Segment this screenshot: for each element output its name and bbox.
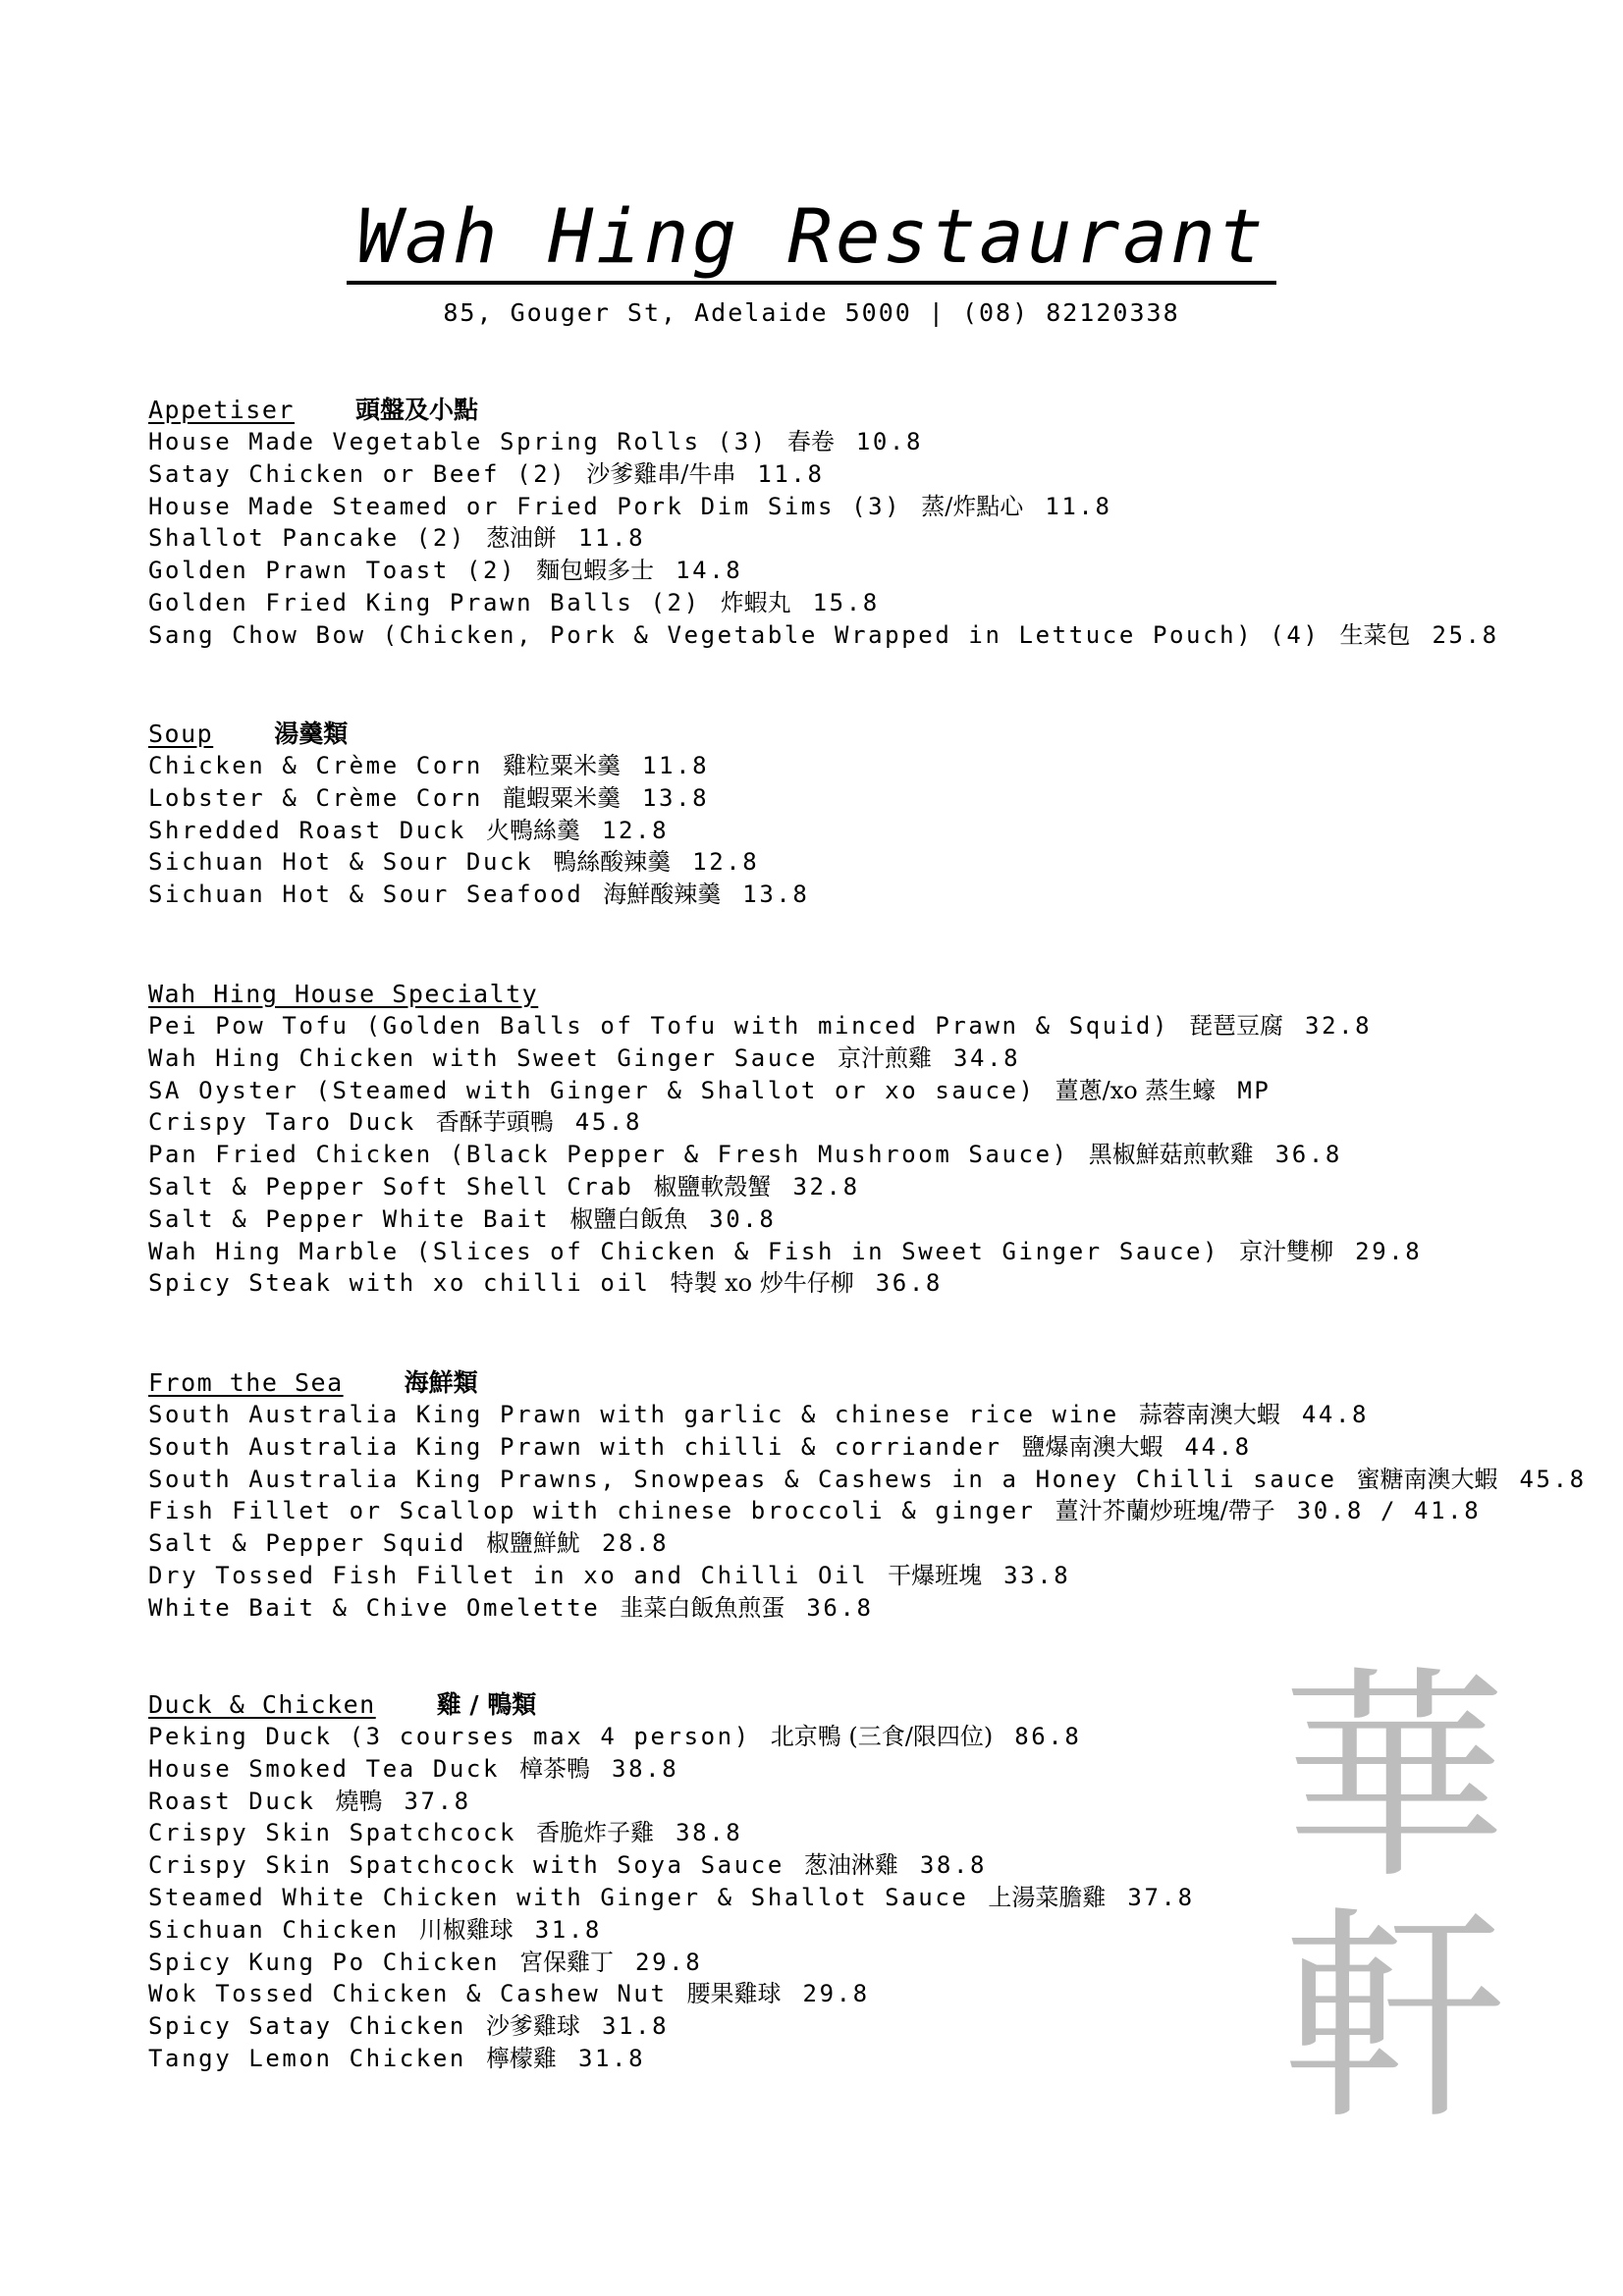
item-price: 45.8 bbox=[1519, 1465, 1587, 1493]
item-price: 12.8 bbox=[692, 848, 760, 877]
item-name: Crispy Skin Spatchcock bbox=[148, 1819, 517, 1847]
menu-item bbox=[148, 1042, 1523, 1075]
item-name: Salt & Pepper White Bait bbox=[148, 1204, 551, 1233]
menu-item bbox=[148, 458, 1523, 491]
item-name-zh: 蜜糖南澳大蝦 bbox=[1356, 1465, 1498, 1493]
item-name-zh: 火鴨絲羹 bbox=[485, 816, 580, 844]
item-name: Fish Fillet or Scallop with chinese broccoli & ginger bbox=[148, 1497, 1036, 1525]
item-name-zh: 韭菜白飯魚煎蛋 bbox=[620, 1593, 785, 1622]
menu-item bbox=[148, 846, 1523, 879]
item-name: Golden Prawn Toast (2) bbox=[148, 557, 517, 585]
section-appetiser bbox=[148, 394, 1523, 652]
item-name-zh: 炸蝦丸 bbox=[720, 588, 791, 616]
section-title-en: From the Sea bbox=[148, 1368, 344, 1397]
item-price: 44.8 bbox=[1301, 1401, 1370, 1428]
section-title-zh: 雞 / 鴨類 bbox=[436, 1690, 537, 1719]
item-name-zh: 燒鴨 bbox=[335, 1787, 383, 1815]
item-price: 32.8 bbox=[792, 1172, 860, 1201]
item-name-zh: 京汁煎雞 bbox=[837, 1043, 932, 1072]
menu-item bbox=[148, 750, 1523, 782]
section-title-en: Duck & Chicken bbox=[148, 1690, 376, 1719]
section-heading bbox=[148, 718, 1523, 750]
item-price: 38.8 bbox=[676, 1819, 743, 1847]
item-price: 12.8 bbox=[601, 816, 670, 844]
item-name: White Bait & Chive Omelette bbox=[148, 1593, 601, 1622]
item-name-zh: 椒鹽白飯魚 bbox=[569, 1204, 688, 1233]
item-name-zh: 香酥芋頭鴨 bbox=[435, 1108, 554, 1137]
item-price: 11.8 bbox=[577, 524, 646, 553]
item-name-zh: 黑椒鮮菇煎軟雞 bbox=[1088, 1141, 1254, 1169]
section-title-en: Soup bbox=[148, 720, 214, 748]
item-name: South Australia King Prawn with chilli & corriander bbox=[148, 1432, 1002, 1461]
item-name: Sichuan Hot & Sour Duck bbox=[148, 848, 534, 877]
item-name: Satay Chicken or Beef (2) bbox=[148, 459, 568, 488]
item-price: MP bbox=[1237, 1076, 1271, 1104]
item-name-zh: 京汁雙柳 bbox=[1239, 1237, 1334, 1265]
item-name-zh: 雞粒粟米羹 bbox=[502, 752, 621, 779]
item-price: 31.8 bbox=[577, 2044, 646, 2072]
menu-item bbox=[148, 619, 1523, 652]
menu-item bbox=[148, 1431, 1523, 1464]
item-price: 30.8 bbox=[709, 1204, 777, 1233]
item-name: House Made Steamed or Fried Pork Dim Sims (3) bbox=[148, 492, 902, 520]
item-price: 29.8 bbox=[802, 1980, 870, 2008]
chinese-calligraphy-watermark bbox=[1267, 1648, 1522, 2151]
item-name-zh: 宮保雞丁 bbox=[519, 1948, 615, 1976]
section-title-zh: 頭盤及小點 bbox=[354, 396, 478, 424]
item-name-zh: 沙爹雞串/牛串 bbox=[586, 459, 736, 488]
item-name: Sichuan Hot & Sour Seafood bbox=[148, 881, 584, 909]
item-name: Golden Fried King Prawn Balls (2) bbox=[148, 588, 701, 616]
watermark-char-2: 軒 bbox=[1280, 1889, 1507, 2151]
item-name: Roast Duck bbox=[148, 1787, 316, 1815]
item-name: Pei Pow Tofu (Golden Balls of Tofu with minced Prawn & Squid) bbox=[148, 1012, 1170, 1040]
item-price: 33.8 bbox=[1003, 1561, 1071, 1589]
item-name-zh: 椒鹽鮮魷 bbox=[485, 1529, 580, 1558]
menu-item bbox=[148, 491, 1523, 523]
section-title-zh: 海鮮類 bbox=[404, 1368, 478, 1397]
item-price: 30.8 / 41.8 bbox=[1296, 1497, 1482, 1525]
section-house-specialty bbox=[148, 978, 1523, 1300]
item-name: House Smoked Tea Duck bbox=[148, 1754, 501, 1783]
item-name: Lobster & Crème Corn bbox=[148, 783, 483, 812]
item-name-zh: 海鮮酸辣羹 bbox=[603, 881, 722, 909]
menu-item bbox=[148, 1010, 1523, 1042]
item-name: Spicy Steak with xo chilli oil bbox=[148, 1269, 651, 1298]
item-name-zh: 鴨絲酸辣羹 bbox=[553, 848, 672, 877]
item-name: Wok Tossed Chicken & Cashew Nut bbox=[148, 1980, 668, 2008]
menu-item bbox=[148, 815, 1523, 847]
item-name-zh: 樟茶鴨 bbox=[519, 1754, 591, 1783]
item-name-zh: 椒鹽軟殼蟹 bbox=[653, 1172, 772, 1201]
item-name: Salt & Pepper Squid bbox=[148, 1529, 466, 1558]
item-price: 34.8 bbox=[952, 1043, 1021, 1072]
section-heading bbox=[148, 394, 1523, 426]
section-from-the-sea bbox=[148, 1366, 1587, 1625]
item-name-zh: 葱油淋雞 bbox=[803, 1851, 898, 1880]
menu-item bbox=[148, 1527, 1523, 1560]
item-price: 28.8 bbox=[601, 1529, 670, 1558]
item-price: 36.8 bbox=[806, 1593, 874, 1622]
menu-item bbox=[148, 1106, 1523, 1139]
menu-item bbox=[148, 879, 1523, 911]
menu-item bbox=[148, 782, 1523, 815]
item-name-zh: 川椒雞球 bbox=[418, 1915, 514, 1944]
menu-item bbox=[148, 555, 1523, 587]
item-name-zh: 薑蔥/xo 蒸生蠔 bbox=[1055, 1076, 1217, 1104]
item-price: 86.8 bbox=[1014, 1723, 1082, 1750]
menu-item bbox=[148, 1267, 1523, 1300]
menu-item bbox=[148, 522, 1523, 555]
item-name-zh: 檸檬雞 bbox=[485, 2044, 557, 2072]
section-heading bbox=[148, 978, 1523, 1010]
item-name: South Australia King Prawn with garlic & chinese rice wine bbox=[148, 1401, 1119, 1428]
menu-item bbox=[148, 1236, 1523, 1268]
item-price: 11.8 bbox=[641, 752, 710, 779]
item-price: 10.8 bbox=[855, 428, 924, 455]
item-price: 38.8 bbox=[919, 1851, 988, 1880]
menu-item bbox=[148, 587, 1523, 619]
item-price: 32.8 bbox=[1305, 1012, 1373, 1040]
item-name-zh: 香脆炸子雞 bbox=[536, 1819, 655, 1847]
item-price: 25.8 bbox=[1432, 620, 1499, 649]
menu-item bbox=[148, 1560, 1523, 1592]
item-price: 15.8 bbox=[812, 588, 880, 616]
item-price: 36.8 bbox=[875, 1269, 943, 1298]
item-name-zh: 特製 xo 炒牛仔柳 bbox=[670, 1269, 854, 1298]
item-price: 31.8 bbox=[534, 1915, 602, 1944]
item-name: SA Oyster (Steamed with Ginger & Shallot or xo sauce) bbox=[148, 1076, 1036, 1104]
menu-item bbox=[148, 1399, 1523, 1431]
item-name: Tangy Lemon Chicken bbox=[148, 2044, 466, 2072]
restaurant-address: 85, Gouger St, Adelaide 5000 | (08) 82120338 bbox=[443, 298, 1180, 327]
item-name: House Made Vegetable Spring Rolls (3) bbox=[148, 428, 768, 455]
item-name: Dry Tossed Fish Fillet in xo and Chilli Oil bbox=[148, 1561, 869, 1589]
item-price: 29.8 bbox=[1355, 1237, 1423, 1265]
item-name: Spicy Satay Chicken bbox=[148, 2012, 466, 2041]
item-name-zh: 蒜蓉南澳大蝦 bbox=[1138, 1401, 1280, 1428]
item-price: 13.8 bbox=[641, 783, 710, 812]
section-soup bbox=[148, 718, 1523, 911]
item-name: Steamed White Chicken with Ginger & Shallot Sauce bbox=[148, 1883, 969, 1911]
item-name: Wah Hing Marble (Slices of Chicken & Fish in Sweet Ginger Sauce) bbox=[148, 1237, 1220, 1265]
item-name: Crispy Taro Duck bbox=[148, 1108, 416, 1137]
section-title-zh: 湯羹類 bbox=[274, 720, 349, 748]
item-name-zh: 上湯菜膽雞 bbox=[988, 1883, 1107, 1911]
item-name-zh: 鹽爆南澳大蝦 bbox=[1021, 1432, 1163, 1461]
section-title-en: Appetiser bbox=[148, 396, 295, 424]
menu-item bbox=[148, 1464, 1587, 1496]
menu-item bbox=[148, 1203, 1523, 1236]
item-name: Chicken & Crème Corn bbox=[148, 752, 483, 779]
item-price: 45.8 bbox=[574, 1108, 642, 1137]
item-name: Spicy Kung Po Chicken bbox=[148, 1948, 501, 1976]
item-name-zh: 龍蝦粟米羹 bbox=[502, 783, 621, 812]
menu-item bbox=[148, 1495, 1523, 1527]
item-name-zh: 干爆班塊 bbox=[888, 1561, 983, 1589]
item-name: Sichuan Chicken bbox=[148, 1915, 400, 1944]
item-name-zh: 北京鴨 (三食/限四位) bbox=[770, 1723, 994, 1750]
item-price: 38.8 bbox=[612, 1754, 679, 1783]
item-price: 13.8 bbox=[742, 881, 810, 909]
menu-item bbox=[148, 1592, 1523, 1625]
item-name: Wah Hing Chicken with Sweet Ginger Sauce bbox=[148, 1043, 818, 1072]
item-price: 37.8 bbox=[1127, 1883, 1195, 1911]
item-name-zh: 生菜包 bbox=[1339, 620, 1411, 649]
item-name: Salt & Pepper Soft Shell Crab bbox=[148, 1172, 634, 1201]
item-name-zh: 腰果雞球 bbox=[686, 1980, 782, 2008]
header bbox=[0, 192, 1623, 327]
item-name: South Australia King Prawns, Snowpeas & Cashews in a Honey Chilli sauce bbox=[148, 1465, 1337, 1493]
item-price: 29.8 bbox=[635, 1948, 703, 1976]
watermark-char-1: 華 bbox=[1280, 1648, 1507, 1910]
item-name: Crispy Skin Spatchcock with Soya Sauce bbox=[148, 1851, 784, 1880]
item-price: 37.8 bbox=[404, 1787, 471, 1815]
menu-item bbox=[148, 1171, 1523, 1203]
section-title-en: Wah Hing House Specialty bbox=[148, 980, 539, 1008]
item-price: 11.8 bbox=[1045, 492, 1112, 520]
item-name-zh: 葱油餅 bbox=[485, 524, 557, 553]
item-name-zh: 麵包蝦多士 bbox=[536, 557, 655, 585]
item-name-zh: 春卷 bbox=[786, 428, 835, 455]
menu-item bbox=[148, 426, 1523, 458]
section-heading bbox=[148, 1366, 1523, 1399]
item-name: Sang Chow Bow (Chicken, Pork & Vegetable Wrapped in Lettuce Pouch) (4) bbox=[148, 620, 1321, 649]
item-name-zh: 琵琶豆腐 bbox=[1189, 1012, 1284, 1040]
item-price: 44.8 bbox=[1184, 1432, 1252, 1461]
item-name-zh: 薑汁芥蘭炒班塊/帶子 bbox=[1055, 1497, 1275, 1525]
menu-item bbox=[148, 1075, 1523, 1107]
item-name: Shredded Roast Duck bbox=[148, 816, 466, 844]
menu-item bbox=[148, 1139, 1523, 1171]
item-price: 31.8 bbox=[601, 2012, 670, 2041]
item-price: 14.8 bbox=[676, 557, 743, 585]
item-name-zh: 蒸/炸點心 bbox=[921, 492, 1024, 520]
item-name: Pan Fried Chicken (Black Pepper & Fresh Mushroom Sauce) bbox=[148, 1141, 1069, 1169]
item-name-zh: 沙爹雞球 bbox=[485, 2012, 580, 2041]
item-price: 11.8 bbox=[757, 459, 825, 488]
restaurant-title: Wah Hing Restaurant bbox=[347, 192, 1275, 285]
item-name: Peking Duck (3 courses max 4 person) bbox=[148, 1723, 751, 1750]
item-price: 36.8 bbox=[1274, 1141, 1342, 1169]
item-name: Shallot Pancake (2) bbox=[148, 524, 466, 553]
